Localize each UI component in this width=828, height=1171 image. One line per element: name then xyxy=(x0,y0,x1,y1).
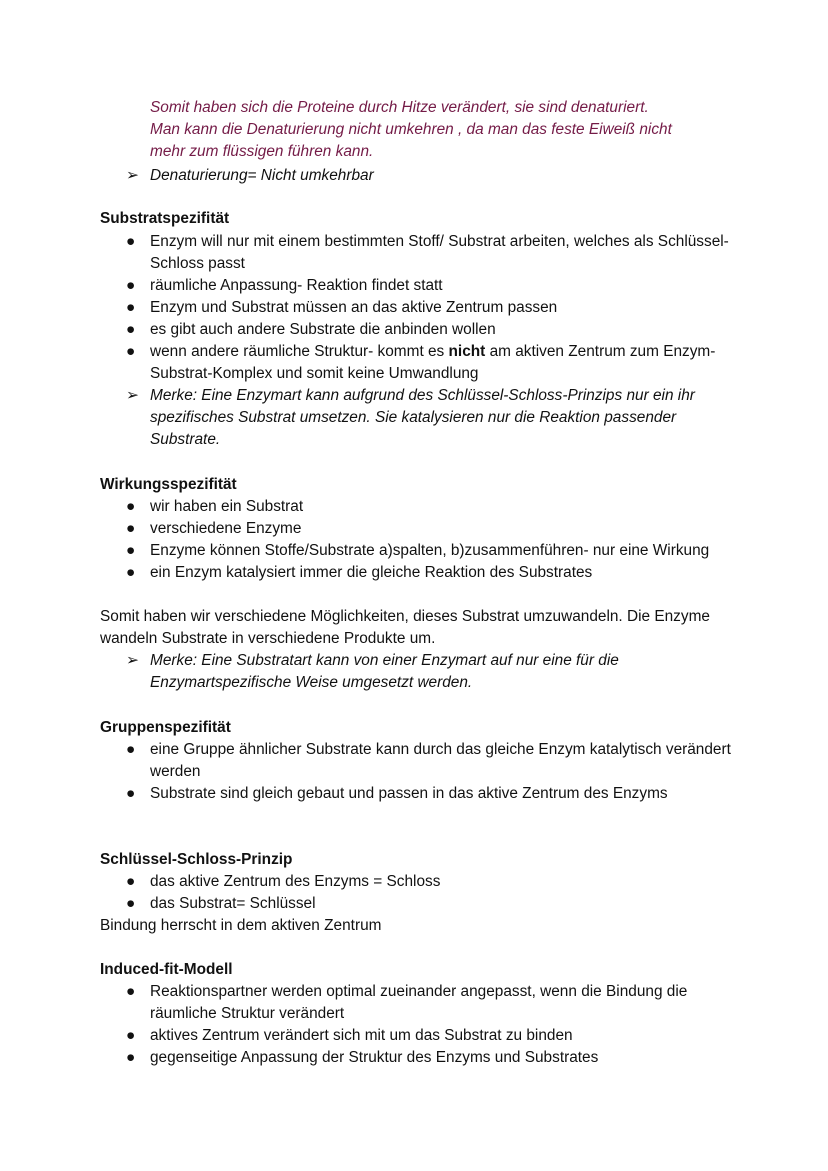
denaturation-conclusion xyxy=(126,165,746,187)
note-line: Man kann die Denaturierung nicht umkehren , da man das feste Eiweiß nicht xyxy=(150,121,672,138)
substratspezifitaet-list xyxy=(126,231,746,385)
list-item xyxy=(126,893,746,915)
list-item xyxy=(126,518,746,540)
bullet-icon: ● xyxy=(126,233,136,250)
list-item xyxy=(126,562,746,584)
arrow-icon: ➢ xyxy=(126,167,139,184)
list-item-text: wir haben ein Substrat xyxy=(150,498,304,515)
bullet-icon: ● xyxy=(126,520,136,537)
list-item xyxy=(126,540,746,562)
list-item xyxy=(126,871,746,893)
section-heading-substratspezifitaet: Substratspezifität xyxy=(100,210,230,227)
wirkungsspezifitaet-paragraph: Somit haben wir verschiedene Möglichkeiten, dieses Substrat umzuwandeln. Die Enzyme wandeln Substrate in verschiedene Produkte um. xyxy=(100,608,710,647)
list-item-text: räumliche Anpassung- Reaktion findet statt xyxy=(150,277,443,294)
bullet-icon: ● xyxy=(126,983,136,1000)
list-item xyxy=(126,739,746,783)
schluessel-schloss-list xyxy=(126,871,746,915)
bullet-icon: ● xyxy=(126,873,136,890)
section-heading-schluessel-schloss: Schlüssel-Schloss-Prinzip xyxy=(100,851,293,868)
list-item-text: Enzyme können Stoffe/Substrate a)spalten, b)zusammenführen- nur eine Wirkung xyxy=(150,542,710,559)
bullet-icon: ● xyxy=(126,299,136,316)
list-item-text: Reaktionspartner werden optimal zueinander angepasst, wenn die Bindung die räumliche Struktur verändert xyxy=(150,983,688,1022)
list-item-text-after: am aktiven Zentrum zum Enzym-Substrat-Komplex und somit keine Umwandlung xyxy=(150,343,716,382)
bullet-icon: ● xyxy=(126,542,136,559)
list-item-text: Substrate sind gleich gebaut und passen in das aktive Zentrum des Enzyms xyxy=(150,785,668,802)
list-item-text: aktives Zentrum verändert sich mit um das Substrat zu binden xyxy=(150,1027,573,1044)
arrow-icon: ➢ xyxy=(126,387,139,404)
merke-substratspezifitaet xyxy=(126,385,746,451)
section-heading-gruppenspezifitaet: Gruppenspezifität xyxy=(100,719,231,736)
list-item xyxy=(126,981,746,1025)
list-item-text: es gibt auch andere Substrate die anbinden wollen xyxy=(150,321,496,338)
merke-wirkungsspezifitaet xyxy=(126,650,746,694)
merke-text: Merke: Eine Enzymart kann aufgrund des Schlüssel-Schloss-Prinzips nur ein ihr spezifisches Substrat umsetzen. Sie katalysieren nur die Reaktion passender Substrate. xyxy=(150,387,695,448)
list-item xyxy=(126,496,746,518)
list-item-text: verschiedene Enzyme xyxy=(150,520,302,537)
list-item xyxy=(126,1025,746,1047)
bullet-icon: ● xyxy=(126,741,136,758)
bullet-icon: ● xyxy=(126,277,136,294)
list-item xyxy=(126,319,746,341)
list-item-text: das Substrat= Schlüssel xyxy=(150,895,316,912)
bullet-icon: ● xyxy=(126,895,136,912)
induced-fit-list xyxy=(126,981,746,1069)
bullet-icon: ● xyxy=(126,498,136,515)
list-item xyxy=(126,275,746,297)
list-item-text: gegenseitige Anpassung der Struktur des Enzyms und Substrates xyxy=(150,1049,599,1066)
bullet-icon: ● xyxy=(126,564,136,581)
list-item-text: eine Gruppe ähnlicher Substrate kann durch das gleiche Enzym katalytisch verändert werden xyxy=(150,741,731,780)
bullet-icon: ● xyxy=(126,785,136,802)
list-item-text: Enzym will nur mit einem bestimmten Stoff/ Substrat arbeiten, welches als Schlüssel-Schloss passt xyxy=(150,233,729,272)
list-item xyxy=(126,231,746,275)
list-item-text: das aktive Zentrum des Enzyms = Schloss xyxy=(150,873,441,890)
bullet-icon: ● xyxy=(126,343,136,360)
arrow-icon: ➢ xyxy=(126,652,139,669)
gruppenspezifitaet-list xyxy=(126,739,746,805)
merke-text: Merke: Eine Substratart kann von einer Enzymart auf nur eine für die Enzymartspezifische Weise umgesetzt werden. xyxy=(150,652,619,691)
emphasis-nicht: nicht xyxy=(448,343,486,360)
bullet-icon: ● xyxy=(126,1027,136,1044)
conclusion-text: Denaturierung= Nicht umkehrbar xyxy=(150,167,374,184)
note-line: mehr zum flüssigen führen kann. xyxy=(150,143,374,160)
wirkungsspezifitaet-list xyxy=(126,496,746,584)
bullet-icon: ● xyxy=(126,321,136,338)
section-heading-wirkungsspezifitaet: Wirkungsspezifität xyxy=(100,476,237,493)
list-item-text: ein Enzym katalysiert immer die gleiche Reaktion des Substrates xyxy=(150,564,593,581)
list-item-text-before: wenn andere räumliche Struktur- kommt es xyxy=(150,343,449,360)
note-line: Somit haben sich die Proteine durch Hitze verändert, sie sind denaturiert. xyxy=(150,99,649,116)
list-item-text: Enzym und Substrat müssen an das aktive Zentrum passen xyxy=(150,299,558,316)
list-item xyxy=(126,783,746,805)
list-item xyxy=(126,341,746,385)
list-item xyxy=(126,1047,746,1069)
list-item xyxy=(126,297,746,319)
denaturation-note xyxy=(150,97,740,163)
bullet-icon: ● xyxy=(126,1049,136,1066)
schluessel-schloss-paragraph: Bindung herrscht in dem aktiven Zentrum xyxy=(100,917,382,934)
section-heading-induced-fit: Induced-fit-Modell xyxy=(100,961,233,978)
